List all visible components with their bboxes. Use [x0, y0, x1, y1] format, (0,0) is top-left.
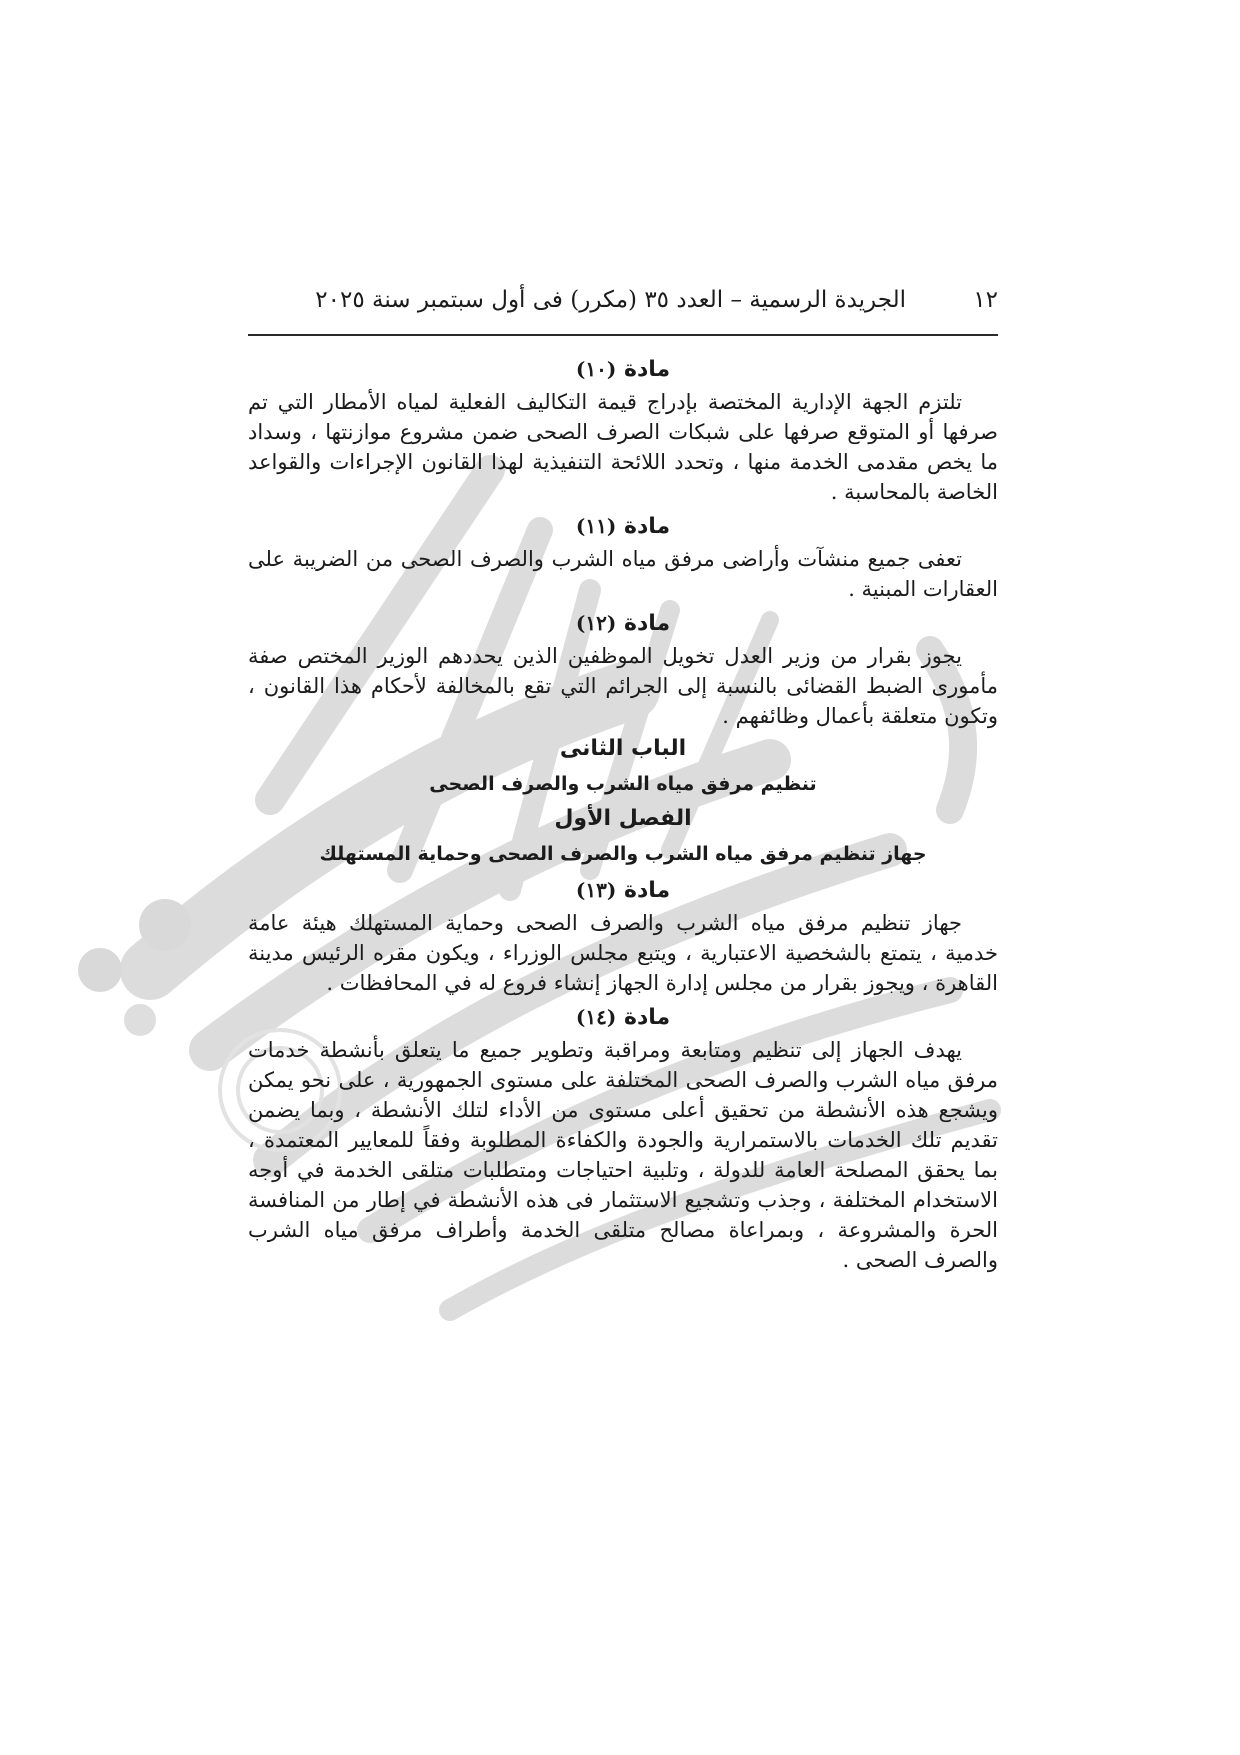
article-text: جهاز تنظيم مرفق مياه الشرب والصرف الصحى وحماية المستهلك هيئة عامة خدمية ، يتمتع بالشخصية الاعتبارية ، ويتبع مجلس الوزراء ، ويكون مقره الرئيس مدينة القاهرة ، ويجوز بقرار من مجلس إدارة الجهاز إنشاء فروع له في المحافظات .	[248, 911, 998, 995]
article-heading	[248, 606, 998, 641]
article-heading	[248, 509, 998, 544]
article-number: (١١)	[575, 514, 617, 538]
part-title: الباب الثانى	[559, 736, 687, 761]
article-heading	[248, 1000, 998, 1035]
article-text: تعفى جميع منشآت وأراضى مرفق مياه الشرب والصرف الصحى من الضريبة على العقارات المبنية .	[248, 547, 998, 601]
article-text: يهدف الجهاز إلى تنظيم ومتابعة ومراقبة وتطوير جميع ما يتعلق بأنشطة خدمات مرفق مياه الشرب والصرف الصحى المختلفة على مستوى الجمهورية ، على نحو يمكن ويشجع هذه الأنشطة من تحقيق أعلى مستوى من الأداء لتلك الأنشطة ، وبما يضمن تقديم تلك الخدمات بالاستمرارية والجودة والكفاءة المطلوبة وفقاً للمعايير المعتمدة ، بما يحقق المصلحة العامة للدولة ، وتلبية احتياجات ومتطلبات متلقى الخدمة في أوجه الاستخدام المختلفة ، وجذب وتشجيع الاستثمار فى هذه الأنشطة في إطار من المنافسة الحرة والمشروعة ، وبمراعاة مصالح متلقى الخدمة وأطراف مرفق مياه الشرب والصرف الصحى .	[248, 1038, 998, 1272]
document-body	[248, 350, 998, 1275]
article-number: (١٠)	[575, 357, 617, 381]
article-14	[248, 1000, 998, 1275]
article-label: مادة	[623, 1005, 671, 1030]
page-header	[248, 283, 998, 323]
article-10	[248, 352, 998, 507]
article-12	[248, 606, 998, 731]
chapter-title: الفصل الأول	[554, 806, 692, 831]
article-13	[248, 873, 998, 998]
article-11	[248, 509, 998, 604]
article-label: مادة	[623, 878, 671, 903]
article-text: تلتزم الجهة الإدارية المختصة بإدراج قيمة التكاليف الفعلية لمياه الأمطار التي تم صرفها أو المتوقع صرفها على شبكات الصرف الصحى ضمن مشروع موازنتها ، وسداد ما يخص مقدمى الخدمة منها ، وتحدد اللائحة التنفيذية لهذا القانون الإجراءات والقواعد الخاصة بالمحاسبة .	[248, 390, 998, 504]
article-text: يجوز بقرار من وزير العدل تخويل الموظفين الذين يحددهم الوزير المختص صفة مأمورى الضبط القضائى بالنسبة إلى الجرائم التي تقع بالمخالفة لأحكام هذا القانون ، وتكون متعلقة بأعمال وظائفهم .	[248, 644, 998, 728]
article-number: (١٢)	[575, 611, 617, 635]
page-number: ١٢	[973, 287, 998, 313]
chapter-subtitle: جهاز تنظيم مرفق مياه الشرب والصرف الصحى وحماية المستهلك	[319, 843, 927, 865]
header-divider	[248, 334, 998, 336]
article-number: (١٤)	[575, 1005, 617, 1029]
article-label: مادة	[623, 611, 671, 636]
article-heading	[248, 352, 998, 387]
part-subtitle: تنظيم مرفق مياه الشرب والصرف الصحى	[429, 773, 817, 795]
article-number: (١٣)	[575, 878, 617, 902]
article-label: مادة	[623, 357, 671, 382]
article-label: مادة	[623, 514, 671, 539]
article-heading	[248, 873, 998, 908]
gazette-title: الجريدة الرسمية – العدد ٣٥ (مكرر) فى أول سبتمبر سنة ٢٠٢٥	[315, 287, 906, 313]
